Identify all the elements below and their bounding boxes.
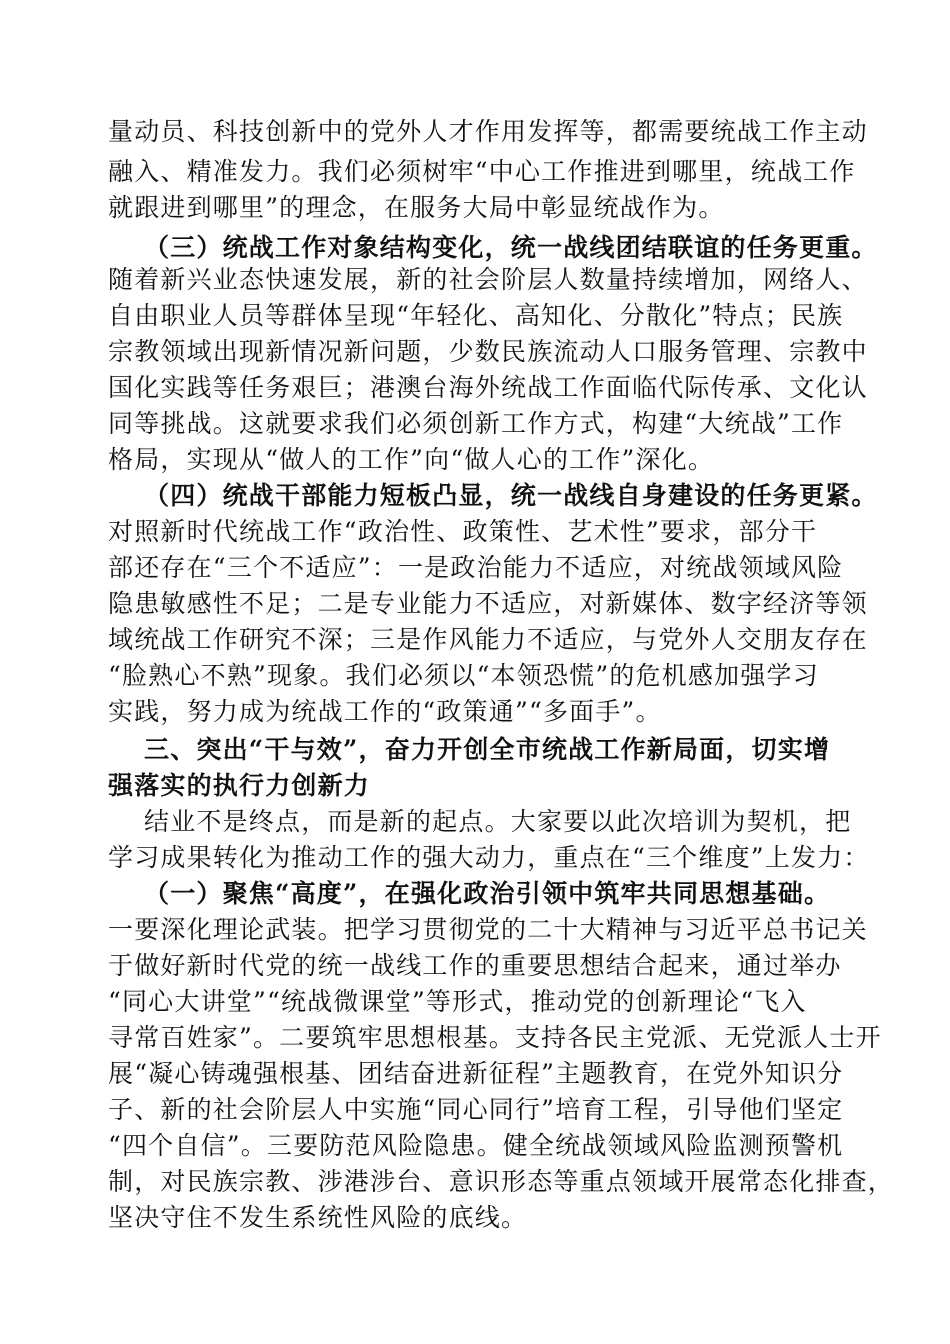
text-line: 展“凝心铸魂强根基、团结奋进新征程”主题教育，在党外知识分: [108, 1059, 844, 1088]
text-line: 域统战工作研究不深；三是作风能力不适应，与党外人交朋友存在: [108, 625, 868, 654]
section-heading: （一）聚焦“高度”，在强化政治引领中筑牢共同思想基础。: [144, 879, 831, 908]
section-heading: （三）统战工作对象结构变化，统一战线团结联谊的任务更重。: [144, 233, 878, 262]
text-line: 量动员、科技创新中的党外人才作用发挥等，都需要统战工作主动: [108, 117, 868, 146]
section-heading: （四）统战干部能力短板凸显，统一战线自身建设的任务更紧。: [144, 481, 878, 510]
text-line: 子、新的社会阶层人中实施“同心同行”培育工程，引导他们坚定: [108, 1095, 844, 1124]
text-line: 随着新兴业态快速发展，新的社会阶层人数量持续增加，网络人、: [108, 265, 868, 294]
text-line: 就跟进到哪里”的理念，在服务大局中彰显统战作为。: [108, 193, 725, 222]
text-line: 一要深化理论武装。把学习贯彻党的二十大精神与习近平总书记关: [108, 915, 868, 944]
text-line: 部还存在“三个不适应”：一是政治能力不适应，对统战领域风险: [108, 553, 844, 582]
text-line: 坚决守住不发生系统性风险的底线。: [108, 1203, 528, 1232]
text-line: 同等挑战。这就要求我们必须创新工作方式，构建“大统战”工作: [108, 409, 844, 438]
text-line: 融入、精准发力。我们必须树牢“中心工作推进到哪里，统战工作: [108, 157, 856, 186]
text-line: “脸熟心不熟”现象。我们必须以“本领恐慌”的危机感加强学习: [108, 661, 819, 690]
text-line: 结业不是终点，而是新的起点。大家要以此次培训为契机，把: [144, 807, 852, 836]
text-line: “同心大讲堂”“统战微课堂”等形式，推动党的创新理论“飞入: [108, 987, 807, 1016]
section-heading: 三、突出“干与效”，奋力开创全市统战工作新局面，切实增: [144, 735, 831, 764]
text-line: “四个自信”。三要防范风险隐患。健全统战领域风险监测预警机: [108, 1131, 844, 1160]
text-line: 实践，努力成为统战工作的“政策通”“多面手”。: [108, 697, 662, 726]
section-heading: 强落实的执行力创新力: [108, 771, 371, 800]
text-line: 寻常百姓家”。二要筑牢思想根基。支持各民主党派、无党派人士开: [108, 1023, 882, 1052]
text-line: 格局，实现从“做人的工作”向“做人心的工作”深化。: [108, 445, 715, 474]
text-line: 自由职业人员等群体呈现“年轻化、高知化、分散化”特点；民族: [108, 301, 844, 330]
text-line: 宗教领域出现新情况新问题，少数民族流动人口服务管理、宗教中: [108, 337, 868, 366]
text-line: 国化实践等任务艰巨；港澳台海外统战工作面临代际传承、文化认: [108, 373, 868, 402]
text-line: 对照新时代统战工作“政治性、政策性、艺术性”要求，部分干: [108, 517, 818, 546]
text-line: 学习成果转化为推动工作的强大动力，重点在“三个维度”上发力：: [108, 843, 870, 872]
text-line: 制，对民族宗教、涉港涉台、意识形态等重点领域开展常态化排查，: [108, 1167, 895, 1196]
text-line: 于做好新时代党的统一战线工作的重要思想结合起来，通过举办: [108, 951, 842, 980]
text-line: 隐患敏感性不足；二是专业能力不适应，对新媒体、数字经济等领: [108, 589, 868, 618]
